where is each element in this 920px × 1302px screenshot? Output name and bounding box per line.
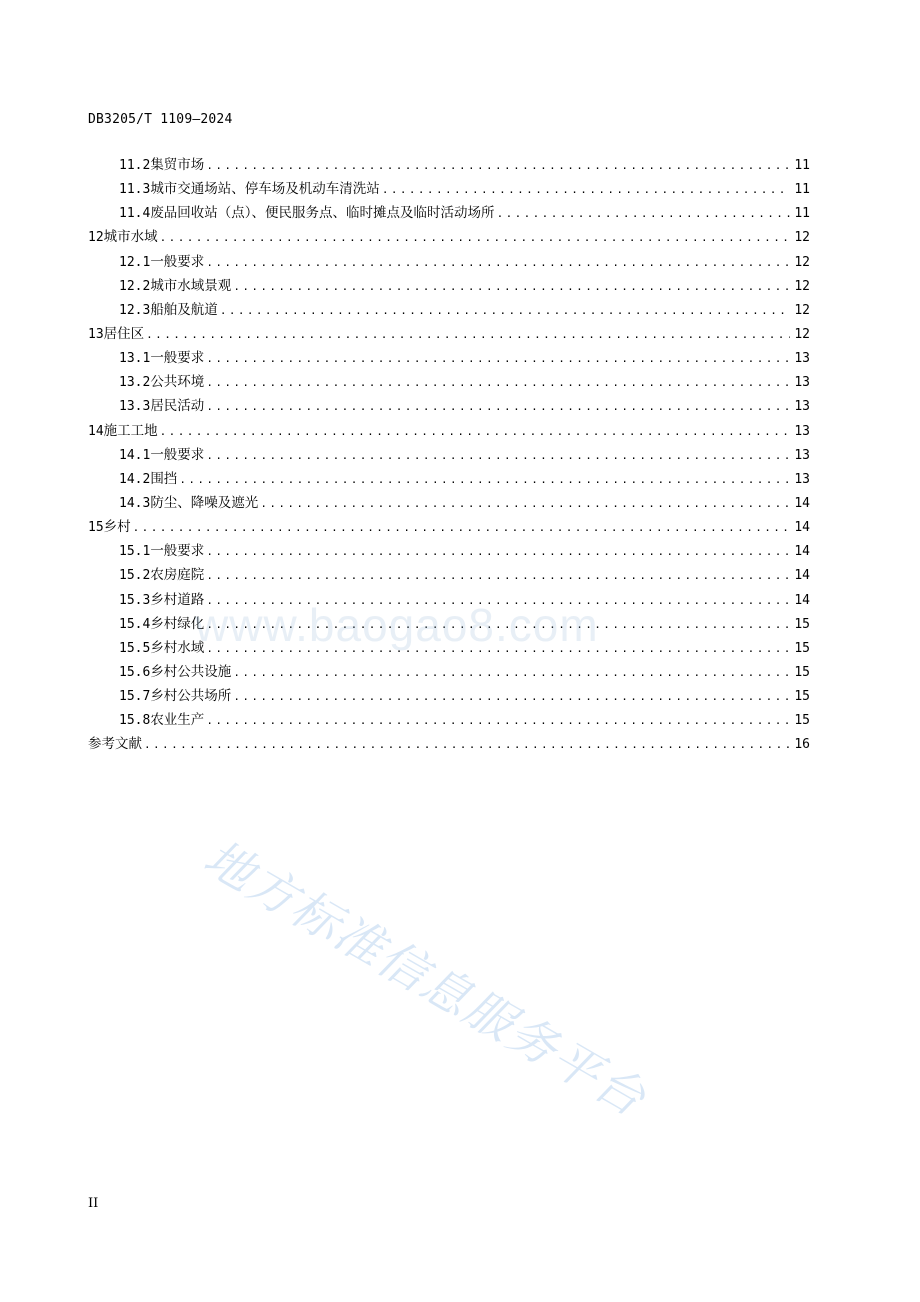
toc-entry[interactable]	[88, 394, 810, 418]
toc-entry-title: 船舶及航道	[150, 301, 218, 318]
toc-entry-number: 15.2	[119, 568, 151, 584]
toc-entry-title: 乡村	[103, 519, 131, 536]
toc-entry-number: 15.3	[119, 592, 151, 608]
toc-entry-number: 14	[88, 423, 104, 439]
toc-leader-dots	[220, 299, 791, 323]
toc-entry-page: 15	[794, 640, 810, 656]
toc-entry-page: 13	[794, 423, 810, 439]
toc-entry-number: 15.8	[119, 713, 151, 729]
toc-entry-page: 14	[794, 592, 810, 608]
toc-entry-number: 12.3	[119, 302, 151, 318]
toc-leader-dots	[160, 226, 791, 250]
toc-leader-dots	[146, 323, 790, 347]
toc-entry-title: 一般要求	[150, 350, 205, 367]
toc-entry-title: 废品回收站（点）、便民服务点、临时摊点及临时活动场所	[150, 205, 495, 222]
toc-entry-page: 12	[794, 326, 810, 342]
toc-entry-title: 乡村绿化	[150, 615, 205, 632]
toc-entry-number: 11.2	[119, 158, 151, 173]
toc-entry[interactable]	[88, 467, 810, 491]
toc-entry[interactable]	[88, 660, 810, 684]
toc-entry-number: 12	[88, 230, 104, 246]
toc-entry[interactable]	[88, 419, 810, 443]
toc-entry[interactable]	[88, 153, 810, 177]
watermark-url: www.baogao8.com	[195, 599, 599, 651]
toc-entry-title: 城市水域景观	[150, 277, 232, 294]
toc-entry-title: 集贸市场	[150, 157, 205, 173]
toc-entry[interactable]	[88, 684, 810, 708]
toc-entry-page: 11	[794, 182, 810, 198]
toc-leader-dots	[206, 395, 790, 419]
toc-leader-dots	[206, 251, 790, 275]
toc-entry-title: 居民活动	[150, 398, 205, 415]
toc-entry-title: 一般要求	[150, 543, 205, 560]
toc-leader-dots	[160, 420, 791, 444]
toc-entry-page: 12	[794, 302, 810, 318]
toc-leader-dots	[144, 733, 790, 757]
toc-entry-number: 14.2	[119, 471, 151, 487]
toc-entry[interactable]	[88, 322, 810, 346]
toc-entry-page: 14	[794, 544, 810, 560]
toc-entry-page: 13	[794, 351, 810, 367]
toc-entry-page: 12	[794, 230, 810, 246]
toc-entry-page: 14	[794, 568, 810, 584]
toc-leader-dots	[233, 275, 790, 299]
toc-entry[interactable]	[88, 443, 810, 467]
toc-entry-title: 乡村公共场所	[150, 688, 232, 705]
toc-entry[interactable]	[88, 370, 810, 394]
toc-entry-title: 城市水域	[103, 229, 158, 246]
toc-entry-number: 13.1	[119, 351, 151, 367]
toc-entry-number: 11.4	[119, 206, 151, 222]
toc-entry-page: 14	[794, 520, 810, 536]
toc-entry-title: 一般要求	[150, 253, 205, 270]
toc-leader-dots	[497, 202, 791, 226]
toc-entry-page: 16	[794, 737, 810, 753]
watermark-text: 地方标准信息服务平台	[194, 829, 656, 1129]
toc-entry-number: 15.1	[119, 544, 151, 560]
toc-entry-page: 13	[794, 471, 810, 487]
toc-leader-dots	[206, 540, 790, 564]
toc-entry-title: 乡村道路	[150, 591, 205, 608]
toc-entry[interactable]	[88, 539, 810, 563]
toc-entry-page: 15	[794, 664, 810, 680]
toc-entry-number: 15.5	[119, 640, 151, 656]
toc-entry[interactable]	[88, 515, 810, 539]
toc-entry-number: 13	[88, 326, 104, 342]
toc-entry-title: 防尘、降噪及遮光	[150, 494, 259, 511]
toc-leader-dots	[233, 661, 790, 685]
toc-entry-page: 12	[794, 278, 810, 294]
toc-leader-dots	[206, 564, 790, 588]
toc-leader-dots	[233, 685, 790, 709]
toc-entry-number: 12.2	[119, 278, 151, 294]
toc-entry[interactable]	[88, 274, 810, 298]
toc-entry[interactable]	[88, 177, 810, 201]
toc-leader-dots	[206, 709, 790, 733]
toc-entry[interactable]	[88, 298, 810, 322]
toc-leader-dots	[382, 178, 791, 202]
toc-entry-number: 14.1	[119, 447, 151, 463]
toc-entry[interactable]	[88, 201, 810, 225]
toc-entry[interactable]	[88, 225, 810, 249]
toc-entry-title: 乡村水域	[150, 639, 205, 656]
page-number: II	[88, 1196, 99, 1211]
toc-entry-page: 12	[794, 254, 810, 270]
toc-entry-title: 一般要求	[150, 446, 205, 463]
toc-entry-page: 13	[794, 399, 810, 415]
toc-entry-number: 14.3	[119, 495, 151, 511]
toc-entry-title: 公共环境	[150, 374, 205, 391]
toc-entry-title: 围挡	[150, 470, 178, 487]
toc-entry-number: 15.7	[119, 689, 151, 705]
toc-entry-title: 农业生产	[150, 712, 205, 729]
toc-entry-page: 13	[794, 447, 810, 463]
toc-entry-page: 11	[794, 158, 810, 173]
toc-entry-page: 14	[794, 495, 810, 511]
toc-entry-number: 15	[88, 520, 104, 536]
toc-entry[interactable]	[88, 708, 810, 732]
toc-entry[interactable]	[88, 491, 810, 515]
toc-entry-page: 15	[794, 713, 810, 729]
toc-entry-title: 居住区	[103, 325, 145, 342]
toc-leader-dots	[133, 516, 791, 540]
toc-entry-title: 城市交通场站、停车场及机动车清洗站	[150, 181, 380, 198]
toc-leader-dots	[260, 492, 790, 516]
toc-leader-dots	[206, 371, 790, 395]
toc-leader-dots	[179, 468, 790, 492]
toc-entry-number: 13.3	[119, 399, 151, 415]
toc-entry-number: 12.1	[119, 254, 151, 270]
toc-entry-page: 13	[794, 375, 810, 391]
toc-entry-page: 11	[794, 206, 810, 222]
toc-entry-page: 15	[794, 689, 810, 705]
toc-entry[interactable]	[88, 563, 810, 587]
toc-leader-dots	[206, 444, 790, 468]
toc-entry-page: 15	[794, 616, 810, 632]
toc-entry-title: 参考文献	[88, 736, 142, 753]
table-of-contents	[88, 153, 810, 757]
toc-entry-title: 施工工地	[103, 422, 158, 439]
toc-leader-dots	[206, 347, 790, 371]
toc-entry[interactable]	[88, 732, 810, 756]
toc-entry-title: 乡村公共设施	[150, 663, 232, 680]
toc-leader-dots	[206, 154, 790, 178]
toc-entry-number: 11.3	[119, 182, 151, 198]
toc-entry-title: 农房庭院	[150, 567, 205, 584]
toc-entry[interactable]	[88, 346, 810, 370]
toc-entry[interactable]	[88, 250, 810, 274]
toc-entry-number: 15.6	[119, 664, 151, 680]
document-code: DB3205/T 1109—2024	[88, 112, 233, 127]
toc-entry-number: 15.4	[119, 616, 151, 632]
toc-entry-number: 13.2	[119, 375, 151, 391]
